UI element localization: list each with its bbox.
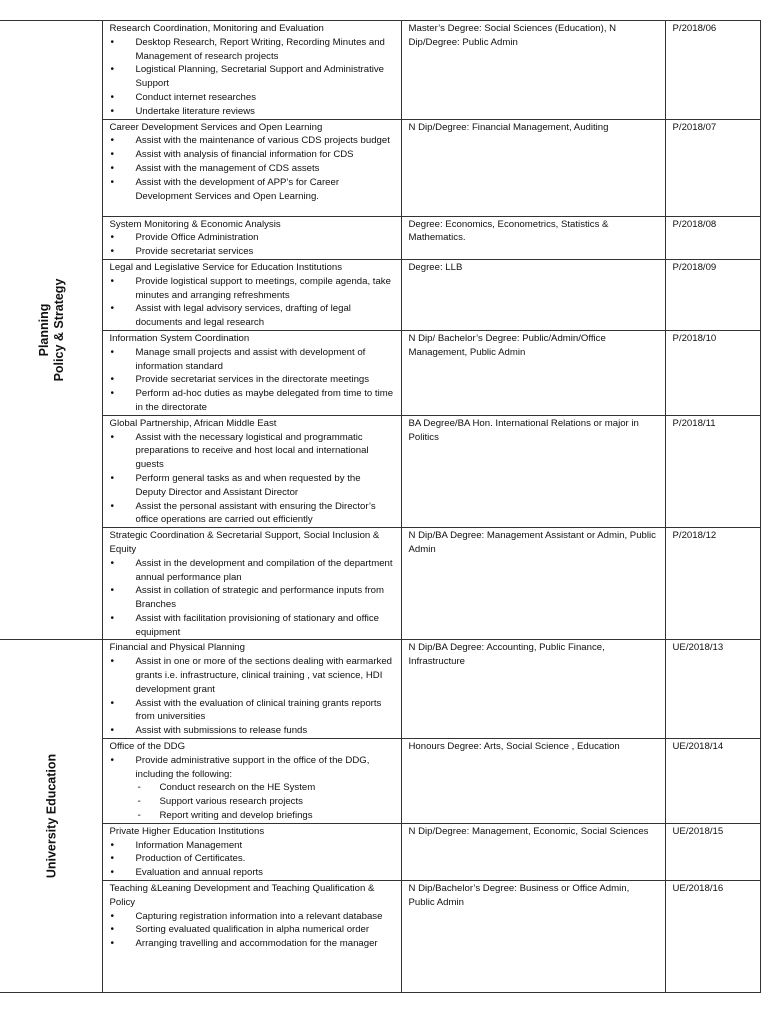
reference-cell [665,21,760,120]
post-description-cell [102,739,401,824]
qualifications-text: Master’s Degree: Social Sciences (Education), N Dip/Degree: Public Admin [408,23,617,48]
post-description-cell [102,640,401,739]
duty-item [110,373,394,387]
sub-duty-item: - Report writing and develop briefings [136,809,394,823]
qualifications-cell [401,21,665,120]
qualifications-text: N Dip/ Bachelor’s Degree: Public/Admin/Office Management, Public Admin [408,332,606,358]
duty-item [110,134,394,148]
duties-list [110,231,394,259]
duty-text: Conduct internet researches [135,91,257,103]
reference-cell [665,823,760,880]
qualifications-text: Degree: LLB [408,261,463,273]
duty-text: Assist with the maintenance of various CDS projects budget [135,135,390,147]
duty-text: Perform general tasks as and when requested by the Deputy Director and Assistant Director [135,472,361,498]
post-title: Global Partnership, African Middle East [109,417,277,429]
duty-text: Perform ad-hoc duties as maybe delegated from time to time in the directorate [135,388,394,413]
duty-item [110,754,394,823]
qualifications-text: N Dip/Degree: Financial Management, Auditing [408,121,609,133]
duty-text: Assist with legal advisory services, drafting of legal documents and legal research [135,303,351,329]
duty-item [110,500,394,528]
duty-text: Provide secretariat services [135,246,254,258]
table-row [0,739,760,824]
sub-duty-item: - Conduct research on the HE System [136,781,394,795]
duty-text: Logistical Planning, Secretarial Support and Administrative Support [135,64,385,90]
duty-text: Assist with the development of APP’s for Career Development Services and Open Learning. [135,176,340,202]
duty-text: Capturing registration information into a relevant database [135,910,383,922]
post-description-cell [102,528,401,640]
qualifications-text: N Dip/Bachelor’s Degree: Business or Office Admin, Public Admin [408,883,630,908]
duties-list [110,346,394,415]
posts-table-body [0,21,760,993]
duty-item [110,346,394,374]
table-row [0,330,760,415]
table-row [0,528,760,640]
table-row [0,119,760,216]
posts-table [0,20,761,993]
duty-item [110,231,394,245]
duty-item [110,387,394,415]
duties-list [110,134,394,203]
reference-number: P/2018/12 [672,530,717,542]
duty-text: Assist with the management of CDS assets [135,162,320,174]
duty-text: Provide logistical support to meetings, compile agenda, take minutes and arranging refreshments [135,275,391,301]
duties-list [110,431,394,528]
qualifications-cell [401,259,665,330]
reference-cell [665,330,760,415]
duty-item [110,839,394,853]
post-title: Teaching &Leaning Development and Teaching Qualification & Policy [109,883,375,908]
duty-text: Provide Office Administration [135,232,259,244]
table-row [0,823,760,880]
duty-item [110,302,394,330]
post-title: Career Development Services and Open Learning [109,121,323,133]
duty-item [110,584,394,612]
reference-number: P/2018/08 [672,218,717,230]
duty-text: Arranging travelling and accommodation for the manager [135,938,378,950]
duty-text: Desktop Research, Report Writing, Recording Minutes and Management of research projects [135,36,385,62]
reference-cell [665,259,760,330]
duties-list [110,655,394,738]
duty-text: Sorting evaluated qualification in alpha numerical order [135,924,370,936]
qualifications-text: N Dip/Degree: Management, Economic, Social Sciences [408,825,649,837]
post-description-cell [102,216,401,259]
duty-text: Manage small projects and assist with development of information standard [135,346,366,372]
qualifications-cell [401,881,665,993]
duties-list [110,275,394,330]
duty-text: Assist with the necessary logistical and programmatic preparations to receive and host local and international guests [135,431,369,471]
reference-number: UE/2018/15 [672,825,724,837]
duty-item [110,852,394,866]
reference-number: UE/2018/13 [672,642,724,654]
duty-item [110,275,394,303]
duty-text: Assist with analysis of financial information for CDS [135,149,354,161]
group-label-line: University Education [44,754,59,879]
post-description-cell [102,119,401,216]
duty-item [110,557,394,585]
post-description-cell [102,259,401,330]
duty-text: Assist with submissions to release funds [135,725,308,737]
duty-text: Assist in the development and compilation of the department annual performance plan [135,557,393,583]
post-title: Research Coordination, Monitoring and Evaluation [109,23,324,34]
table-row [0,881,760,993]
duty-item [110,105,394,119]
post-description-cell [102,881,401,993]
post-title: Office of the DDG [109,741,186,753]
duty-item [110,866,394,880]
reference-cell [665,881,760,993]
qualifications-text: Honours Degree: Arts, Social Science , Education [408,741,620,753]
duty-text: Evaluation and annual reports [135,867,263,879]
reference-number: P/2018/09 [672,261,717,273]
group-label [45,754,60,878]
reference-number: P/2018/06 [672,23,717,34]
duty-item [110,176,394,204]
reference-cell [665,528,760,640]
post-title: Financial and Physical Planning [109,642,245,654]
qualifications-text: N Dip/BA Degree: Management Assistant or Admin, Public Admin [408,530,656,555]
duty-item [110,655,394,696]
reference-cell [665,640,760,739]
reference-cell [665,216,760,259]
duty-text: Undertake literature reviews [135,105,255,117]
qualifications-text: Degree: Economics, Econometrics, Statistics & Mathematics. [408,218,609,244]
group-label [37,279,67,382]
duty-item [110,148,394,162]
duty-text: Assist in collation of strategic and performance inputs from Branches [135,585,384,611]
reference-number: UE/2018/14 [672,741,724,753]
duty-item [110,91,394,105]
post-title: Private Higher Education Institutions [109,825,265,837]
duties-list [110,754,394,823]
duty-text: Provide secretariat services in the directorate meetings [135,374,370,386]
duty-text: Assist the personal assistant with ensuring the Director’s office operations are carried out efficiently [135,500,376,526]
duty-item [110,937,394,951]
group-label-line: Policy & Strategy [52,278,66,382]
duty-text: Production of Certificates. [135,853,246,865]
reference-number: UE/2018/16 [672,883,724,895]
duty-item [110,36,394,64]
duty-text: Assist in one or more of the sections dealing with earmarked grants i.e. infrastructure, clinical training , vat science, HDI development grant [135,656,392,695]
post-description-cell [102,21,401,120]
qualifications-cell [401,216,665,259]
post-title: Strategic Coordination & Secretarial Support, Social Inclusion & Equity [109,530,380,555]
duty-item [110,910,394,924]
duty-item [110,431,394,472]
table-row [0,415,760,527]
qualifications-text: BA Degree/BA Hon. International Relations or major in Politics [408,417,639,443]
duty-text: Assist with the evaluation of clinical training grants reports from universities [135,697,382,723]
duties-list [110,910,394,951]
qualifications-cell [401,330,665,415]
post-title: Legal and Legislative Service for Education Institutions [109,261,343,273]
reference-cell [665,119,760,216]
qualifications-cell [401,640,665,739]
post-title: Information System Coordination [109,332,250,344]
qualifications-cell [401,119,665,216]
duty-item [110,612,394,640]
post-title: System Monitoring & Economic Analysis [109,218,281,230]
table-row [0,21,760,120]
group-cell [0,640,102,993]
duty-item [110,245,394,259]
reference-number: P/2018/10 [672,332,717,344]
duty-text: Information Management [135,839,243,851]
sub-duty-item: - Support various research projects [136,795,394,809]
duties-list [110,557,394,640]
post-description-cell [102,330,401,415]
qualifications-text: N Dip/BA Degree: Accounting, Public Finance, Infrastructure [408,642,605,668]
qualifications-cell [401,823,665,880]
duty-item [110,162,394,176]
duty-item [110,923,394,937]
table-row [0,640,760,739]
duties-list [110,839,394,880]
posts-table-sheet [0,20,760,993]
duty-item [110,724,394,738]
duty-text: Provide administrative support in the office of the DDG, including the following: [135,754,370,780]
duty-item [110,63,394,91]
table-row [0,259,760,330]
table-row [0,216,760,259]
qualifications-cell [401,528,665,640]
qualifications-cell [401,739,665,824]
post-description-cell [102,415,401,527]
sub-duties-list [136,781,394,822]
qualifications-cell [401,415,665,527]
duty-item [110,472,394,500]
group-label-line: Planning [37,303,51,357]
duties-list [110,36,394,119]
reference-number: P/2018/07 [672,121,717,133]
reference-cell [665,739,760,824]
reference-cell [665,415,760,527]
reference-number: P/2018/11 [672,417,716,429]
group-cell [0,21,102,640]
post-description-cell [102,823,401,880]
duty-item [110,697,394,725]
duty-text: Assist with facilitation provisioning of stationary and office equipment [135,612,380,638]
